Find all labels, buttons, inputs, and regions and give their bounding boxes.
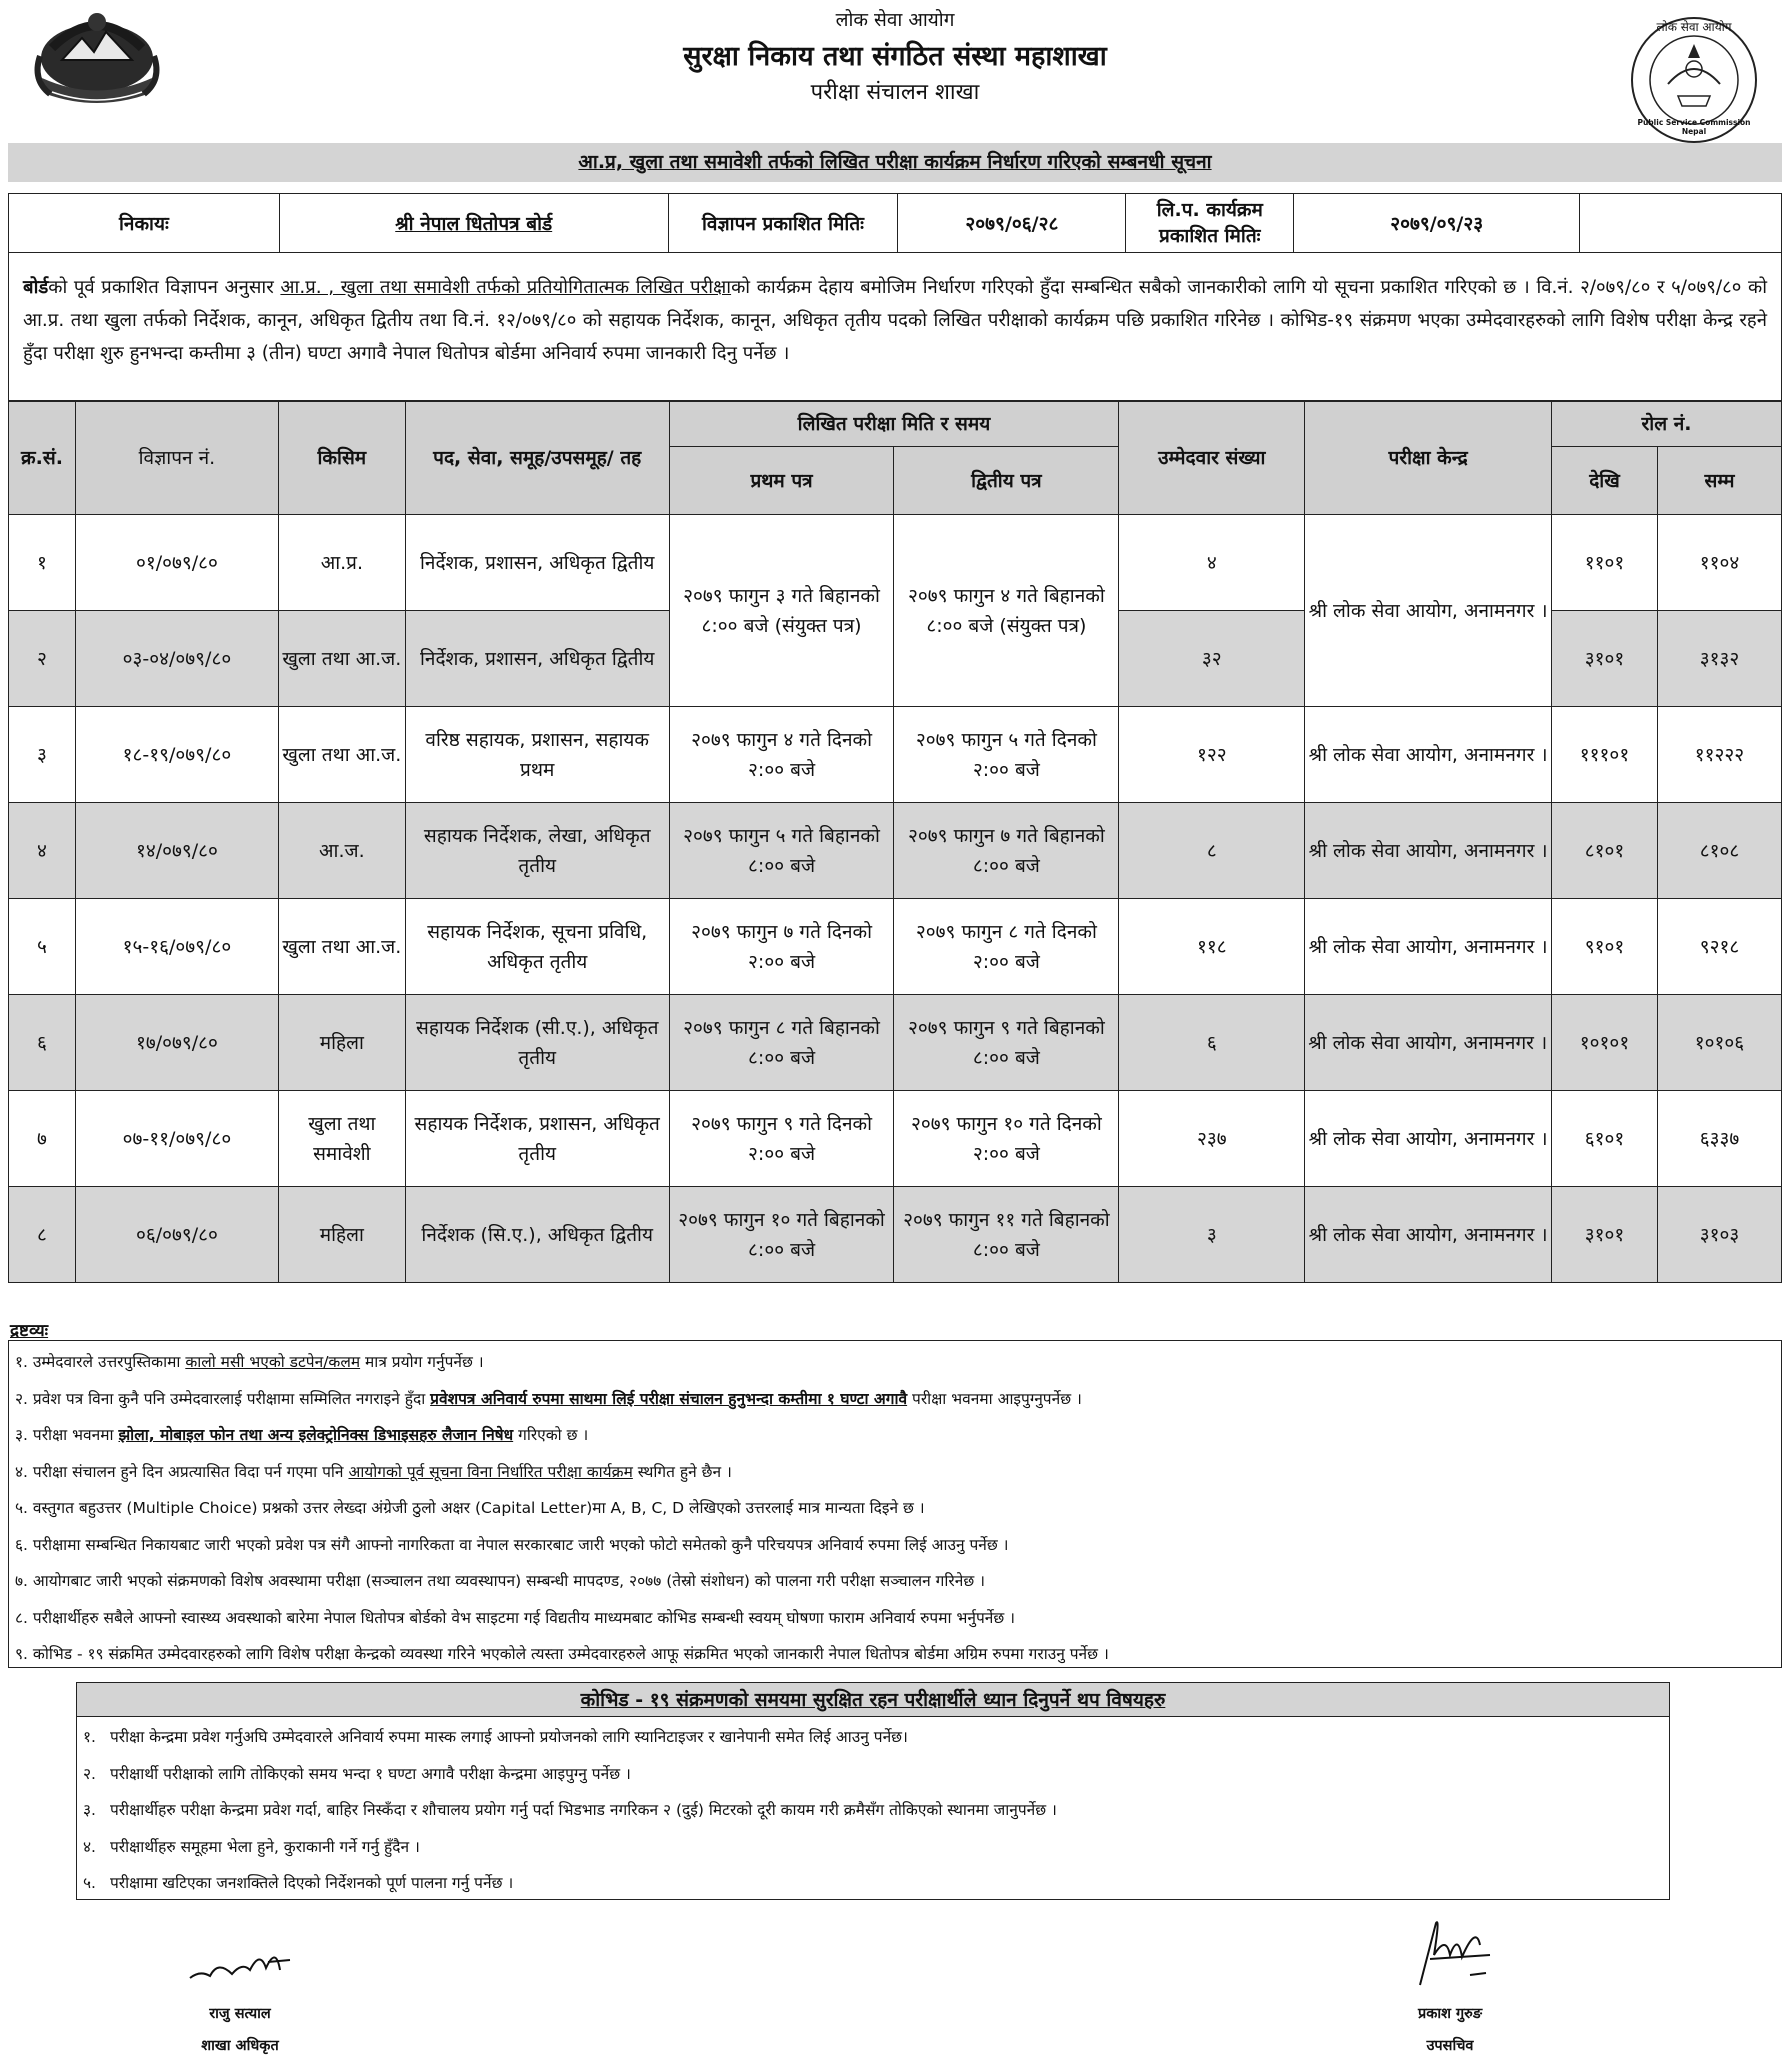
cell-paper1: २०७९ फागुन ३ गते बिहानको ८:०० बजे (संयुक्त पत्र)	[669, 515, 894, 707]
cell-candidates: १२२	[1119, 707, 1305, 803]
cell-sn: २	[9, 611, 76, 707]
cell-roll-from: ३१०१	[1552, 611, 1658, 707]
cell-post: निर्देशक, प्रशासन, अधिकृत द्वितीय	[405, 515, 669, 611]
cell-paper2: २०७९ फागुन ५ गते दिनको २:०० बजे	[894, 707, 1119, 803]
note-8: ८. परीक्षार्थीहरु सबैले आफ्नो स्वास्थ्य अवस्थाको बारेमा नेपाल धितोपत्र बोर्डको वेभ साइटमा गई विद्यतीय माध्यमबाट कोभिड सम्बन्धी स्वयम् घोषणा फाराम अनिवार्य रुपमा भर्नुपर्नेछ ।	[15, 1608, 1016, 1627]
col-center: परीक्षा केन्द्र	[1305, 402, 1552, 515]
seal-text-en: Public Service Commission Nepal	[1637, 118, 1751, 136]
cell-center: श्री लोक सेवा आयोग, अनामनगर ।	[1305, 803, 1552, 899]
covid-title: कोभिड - १९ संक्रमणको समयमा सुरक्षित रहन परीक्षार्थीले ध्यान दिनुपर्ने थप विषयहरु	[77, 1683, 1669, 1717]
note-4: ४. परीक्षा संचालन हुने दिन अप्रत्यासित विदा पर्न गएमा पनि आयोगको पूर्व सूचना विना निर्धारित परीक्षा कार्यक्रम स्थगित हुने छैन ।	[15, 1462, 732, 1481]
cell-paper2: २०७९ फागुन ८ गते दिनको २:०० बजे	[894, 899, 1119, 995]
note-6: ६. परीक्षामा सम्बन्धित निकायबाट जारी भएको प्रवेश पत्र संगै आफ्नो नागरिकता वा नेपाल सरकारबाट जारी भएको फोटो समेतको कुनै परिचयपत्र अनिवार्य रुपमा लिई आउनु पर्नेछ ।	[15, 1535, 1009, 1554]
cell-roll-to: ११०४	[1657, 515, 1781, 611]
table-row	[9, 515, 1782, 611]
cell-candidates: ६	[1119, 995, 1305, 1091]
table-row	[9, 899, 1782, 995]
note-9: ९. कोभिड - १९ संक्रमित उम्मेदवारहरुको लागि विशेष परीक्षा केन्द्रको व्यवस्था गरिने भएकोले त्यस्ता उम्मेदवारहरुले आफू संक्रमित भएको जानकारी नेपाल धितोपत्र बोर्डमा अग्रिम रुपमा गराउनु पर्नेछ ।	[15, 1645, 1109, 1663]
prog-date-value: २०७९/०९/२३	[1294, 194, 1580, 253]
cell-candidates: ३२	[1119, 611, 1305, 707]
cell-post: वरिष्ठ सहायक, प्रशासन, सहायक प्रथम	[405, 707, 669, 803]
cell-roll-from: ३१०१	[1552, 1187, 1658, 1283]
signature-right-name: प्रकाश गुरुङ	[1417, 2006, 1483, 2022]
notice-title: आ.प्र, खुला तथा समावेशी तर्फको लिखित परीक्षा कार्यक्रम निर्धारण गरिएको सम्बनधी सूचना	[8, 143, 1782, 182]
note-3: ३. परीक्षा भवनमा झोला, मोबाइल फोन तथा अन्य इलेक्ट्रोनिक्स डिभाइसहरु लैजान निषेध गरिएको छ ।	[15, 1426, 589, 1444]
cell-type: खुला तथा आ.ज.	[278, 899, 405, 995]
cell-type: खुला तथा आ.ज.	[278, 611, 405, 707]
signature-right-title: उपसचिव	[1426, 2038, 1474, 2054]
cell-sn: ६	[9, 995, 76, 1091]
cell-candidates: ११८	[1119, 899, 1305, 995]
cell-roll-from: १०१०१	[1552, 995, 1658, 1091]
ad-date-label: विज्ञापन प्रकाशित मितिः	[668, 194, 898, 253]
col-adno: विज्ञापन नं.	[75, 402, 278, 515]
cell-adno: ०७-११/०७९/८०	[75, 1091, 278, 1187]
cell-roll-to: ८१०८	[1657, 803, 1781, 899]
covid-item: १. परीक्षा केन्द्रमा प्रवेश गर्नुअघि उम्मेदवारले अनिवार्य रुपमा मास्क लगाई आफ्नो प्रयोजनको लागि स्यानिटाइजर र खानेपानी समेत लिई आउनु पर्नेछ।	[83, 1728, 908, 1746]
cell-adno: १७/०७९/८०	[75, 995, 278, 1091]
cell-roll-to: ११२२२	[1657, 707, 1781, 803]
col-paper1: प्रथम पत्र	[669, 447, 894, 515]
note-2: २. प्रवेश पत्र विना कुनै पनि उम्मेदवारलाई परीक्षामा सम्मिलित नगराइने हुँदा प्रवेशपत्र अनिवार्य रुपमा साथमा लिई परीक्षा संचालन हुनुभन्दा कम्तीमा १ घण्टा अगावै परीक्षा भवनमा आइपुग्नुपर्नेछ ।	[15, 1389, 1082, 1408]
cell-post: सहायक निर्देशक, लेखा, अधिकृत तृतीय	[405, 803, 669, 899]
cell-type: आ.ज.	[278, 803, 405, 899]
covid-item: ४. परीक्षार्थीहरु समूहमा भेला हुने, कुराकानी गर्ने गर्नु हुँदैन ।	[83, 1837, 420, 1856]
cell-sn: ४	[9, 803, 76, 899]
cell-paper2: २०७९ फागुन ११ गते बिहानको ८:०० बजे	[894, 1187, 1119, 1283]
cell-type: आ.प्र.	[278, 515, 405, 611]
cell-sn: ८	[9, 1187, 76, 1283]
col-roll-to: सम्म	[1657, 447, 1781, 515]
intro-paragraph: बोर्डको पूर्व प्रकाशित विज्ञापन अनुसार आ.प्र. , खुला तथा समावेशी तर्फको प्रतियोगितात्मक लिखित परीक्षाको कार्यक्रम देहाय बमोजिम निर्धारण गरिएको हुँदा सम्बन्धित सबैको जानकारीको लागि यो सूचना प्रकाशित गरिएको छ । वि.नं. २/०७९/८० र ५/०७९/८० को आ.प्र. तथा खुला तर्फको निर्देशक, कानून, अधिकृत द्वितीय तथा वि.नं. १२/०७९/८० को सहायक निर्देशक, कानून, अधिकृत तृतीय पदको लिखित परीक्षाको कार्यक्रम पछि प्रकाशित गरिनेछ । कोभिड-१९ संक्रमण भएका उम्मेदवारहरुको लागि विशेष परीक्षा केन्द्र रहने हुँदा परीक्षा शुरु हुनभन्दा कम्तीमा ३ (तीन) घण्टा अगावै नेपाल धितोपत्र बोर्डमा अनिवार्य रुपमा जानकारी दिनु पर्नेछ ।	[8, 253, 1782, 401]
col-roll-from: देखि	[1552, 447, 1658, 515]
prog-date-label: लि.प. कार्यक्रम प्रकाशित मितिः	[1126, 194, 1294, 253]
note-7: ७. आयोगबाट जारी भएको संक्रमणको विशेष अवस्थामा परीक्षा (सञ्चालन तथा व्यवस्थापन) सम्बन्धी मापदण्ड, २०७७ (तेस्रो संशोधन) को पालना गरी परीक्षा सञ्चालन गरिनेछ ।	[15, 1572, 986, 1590]
cell-post: सहायक निर्देशक, सूचना प्रविधि, अधिकृत तृतीय	[405, 899, 669, 995]
table-row	[9, 995, 1782, 1091]
cell-adno: ०३-०४/०७९/८०	[75, 611, 278, 707]
cell-type: महिला	[278, 995, 405, 1091]
covid-item: ३. परीक्षार्थीहरु परीक्षा केन्द्रमा प्रवेश गर्दा, बाहिर निस्कँदा र शौचालय प्रयोग गर्नु पर्दा भिडभाड नगरिकन २ (दुई) मिटरको दूरी कायम गरी क्रमैसँग तोकिएको स्थानमा जानुपर्नेछ ।	[83, 1801, 1057, 1819]
col-exam-datetime: लिखित परीक्षा मिति र समय	[669, 402, 1119, 447]
cell-roll-to: ६३३७	[1657, 1091, 1781, 1187]
cell-adno: १५-१६/०७९/८०	[75, 899, 278, 995]
cell-paper1: २०७९ फागुन ५ गते बिहानको ८:०० बजे	[669, 803, 894, 899]
body-value: श्री नेपाल धितोपत्र बोर्ड	[279, 194, 668, 253]
cell-candidates: २३७	[1119, 1091, 1305, 1187]
notes-list	[8, 1340, 1782, 1668]
cell-sn: १	[9, 515, 76, 611]
covid-item: ५. परीक्षामा खटिएका जनशक्तिले दिएको निर्देशनको पूर्ण पालना गर्नु पर्नेछ ।	[83, 1874, 514, 1892]
table-row	[9, 707, 1782, 803]
cell-paper1: २०७९ फागुन ४ गते दिनको २:०० बजे	[669, 707, 894, 803]
col-sn: क्र.सं.	[9, 402, 76, 515]
cell-roll-from: ९१०१	[1552, 899, 1658, 995]
cell-candidates: ३	[1119, 1187, 1305, 1283]
cell-post: सहायक निर्देशक (सी.ए.), अधिकृत तृतीय	[405, 995, 669, 1091]
exam-schedule-table	[8, 401, 1782, 1283]
info-empty-cell	[1580, 194, 1782, 253]
col-post: पद, सेवा, समूह/उपसमूह/ तह	[405, 402, 669, 515]
cell-roll-from: ६१०१	[1552, 1091, 1658, 1187]
cell-center: श्री लोक सेवा आयोग, अनामनगर ।	[1305, 515, 1552, 707]
signature-left	[160, 1940, 320, 2062]
signature-right	[1360, 1915, 1540, 2062]
cell-post: निर्देशक, प्रशासन, अधिकृत द्वितीय	[405, 611, 669, 707]
cell-paper2: २०७९ फागुन १० गते दिनको २:०० बजे	[894, 1091, 1119, 1187]
cell-paper1: २०७९ फागुन ७ गते दिनको २:०० बजे	[669, 899, 894, 995]
cell-candidates: ८	[1119, 803, 1305, 899]
cell-roll-to: ३१३२	[1657, 611, 1781, 707]
col-roll: रोल नं.	[1552, 402, 1782, 447]
cell-roll-from: ८१०१	[1552, 803, 1658, 899]
signature-scribble-icon	[1390, 1915, 1510, 1990]
col-candidates: उम्मेदवार संख्या	[1119, 402, 1305, 515]
cell-paper2: २०७९ फागुन ९ गते बिहानको ८:०० बजे	[894, 995, 1119, 1091]
cell-type: महिला	[278, 1187, 405, 1283]
covid-box	[76, 1682, 1670, 1900]
info-table	[8, 193, 1782, 253]
signature-scribble-icon	[180, 1940, 300, 1990]
col-paper2: द्वितीय पत्र	[894, 447, 1119, 515]
header-section: परीक्षा संचालन शाखा	[810, 80, 980, 105]
cell-sn: ५	[9, 899, 76, 995]
cell-paper2: २०७९ फागुन ४ गते बिहानको ८:०० बजे (संयुक्त पत्र)	[894, 515, 1119, 707]
cell-center: श्री लोक सेवा आयोग, अनामनगर ।	[1305, 995, 1552, 1091]
body-label: निकायः	[9, 194, 280, 253]
cell-center: श्री लोक सेवा आयोग, अनामनगर ।	[1305, 1187, 1552, 1283]
header-org: लोक सेवा आयोग	[835, 9, 955, 31]
cell-roll-to: ९२१८	[1657, 899, 1781, 995]
col-type: किसिम	[278, 402, 405, 515]
cell-center: श्री लोक सेवा आयोग, अनामनगर ।	[1305, 899, 1552, 995]
cell-adno: १८-१९/०७९/८०	[75, 707, 278, 803]
cell-roll-to: ३१०३	[1657, 1187, 1781, 1283]
cell-candidates: ४	[1119, 515, 1305, 611]
cell-center: श्री लोक सेवा आयोग, अनामनगर ।	[1305, 707, 1552, 803]
cell-roll-from: १११०१	[1552, 707, 1658, 803]
cell-paper1: २०७९ फागुन १० गते बिहानको ८:०० बजे	[669, 1187, 894, 1283]
note-1: १. उम्मेदवारले उत्तरपुस्तिकामा कालो मसी भएको डटपेन/कलम मात्र प्रयोग गर्नुपर्नेछ ।	[15, 1353, 484, 1371]
table-row	[9, 1091, 1782, 1187]
cell-paper2: २०७९ फागुन ७ गते बिहानको ८:०० बजे	[894, 803, 1119, 899]
cell-roll-from: ११०१	[1552, 515, 1658, 611]
cell-center: श्री लोक सेवा आयोग, अनामनगर ।	[1305, 1091, 1552, 1187]
ad-date-value: २०७९/०६/२८	[898, 194, 1126, 253]
cell-roll-to: १०१०६	[1657, 995, 1781, 1091]
header-division: सुरक्षा निकाय तथा संगठित संस्था महाशाखा	[683, 41, 1107, 72]
cell-post: निर्देशक (सि.ए.), अधिकृत द्वितीय	[405, 1187, 669, 1283]
cell-adno: ०१/०७९/८०	[75, 515, 278, 611]
cell-sn: ३	[9, 707, 76, 803]
covid-item: २. परीक्षार्थी परीक्षाको लागि तोकिएको समय भन्दा १ घण्टा अगावै परीक्षा केन्द्रमा आइपुग्नु पर्नेछ ।	[83, 1764, 631, 1783]
cell-type: खुला तथा समावेशी	[278, 1091, 405, 1187]
signature-left-title: शाखा अधिकृत	[201, 2038, 279, 2054]
cell-sn: ७	[9, 1091, 76, 1187]
cell-adno: ०६/०७९/८०	[75, 1187, 278, 1283]
notes-label: द्रष्टव्यः	[10, 1321, 49, 1341]
table-row	[9, 803, 1782, 899]
seal-text: लोक सेवा आयोग	[1656, 20, 1732, 34]
cell-paper1: २०७९ फागुन ९ गते दिनको २:०० बजे	[669, 1091, 894, 1187]
cell-paper1: २०७९ फागुन ८ गते बिहानको ८:०० बजे	[669, 995, 894, 1091]
table-row	[9, 1187, 1782, 1283]
signature-left-name: राजु सत्याल	[209, 2006, 271, 2022]
cell-post: सहायक निर्देशक, प्रशासन, अधिकृत तृतीय	[405, 1091, 669, 1187]
cell-adno: १४/०७९/८०	[75, 803, 278, 899]
note-5: ५. वस्तुगत बहुउत्तर (Multiple Choice) प्रश्नको उत्तर लेख्दा अंग्रेजी ठुलो अक्षर (Capital Letter)मा A, B, C, D लेखिएको उत्तरलाई मात्र मान्यता दिइने छ ।	[15, 1499, 925, 1517]
cell-type: खुला तथा आ.ज.	[278, 707, 405, 803]
